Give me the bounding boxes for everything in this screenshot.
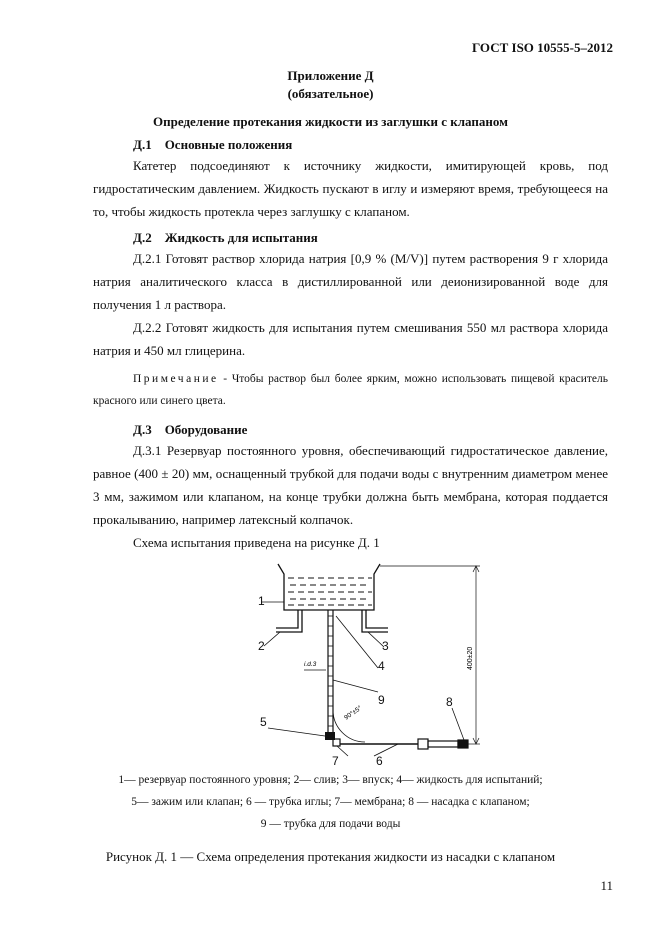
legend-line-3: 9 — трубка для подачи воды: [260, 818, 401, 830]
drain-pipe: [276, 610, 302, 632]
section-d2-p1: Д.2.1 Готовят раствор хлорида натрия [0,9 % (M/V)] путем растворения 9 г хлорида натрия аналитического класса в дистиллированной или деионизированной воде для получения 1 л раствора.: [93, 251, 608, 312]
section-d3-heading: Д.3 Оборудование: [133, 422, 248, 437]
legend-line-2: 5— зажим или клапан; 6 — трубка иглы; 7— мембрана; 8 — насадка с клапаном;: [131, 796, 530, 808]
note-label: Примечание: [133, 373, 219, 385]
height-label: 400±20: [467, 646, 474, 670]
reservoir: [278, 564, 380, 610]
supply-tube: [328, 610, 333, 736]
leader-9: [333, 680, 378, 692]
test-scheme-figure: [240, 558, 500, 768]
figure-caption: Рисунок Д. 1 — Схема определения протекания жидкости из насадки с клапаном: [105, 849, 556, 864]
legend-line-1: 1— резервуар постоянного уровня; 2— слив; 3— впуск; 4— жидкость для испытаний;: [118, 774, 543, 786]
section-d3-p1: Д.3.1 Резервуар постоянного уровня, обеспечивающий гидростатическое давление, равное (400 ± 20) мм, оснащенный трубкой для подачи воды с внутренним диаметром менее 3 мм, зажимом или клапаном, на конце трубки должна быть мембрана, которая поддается прокалыванию, например латексный колпачок.: [93, 443, 608, 527]
leader-5: [268, 728, 325, 736]
label-4: 4: [378, 659, 385, 673]
section-d2-heading: Д.2 Жидкость для испытания: [133, 230, 318, 245]
leader-2: [264, 632, 280, 646]
label-3: 3: [382, 639, 389, 653]
inlet-pipe: [362, 610, 388, 632]
document-id: ГОСТ ISO 10555-5–2012: [471, 40, 613, 55]
section-d3-p2: Схема испытания приведена на рисунке Д. 1: [133, 535, 380, 550]
height-dim: [380, 566, 480, 744]
section-d1-heading: Д.1 Основные положения: [133, 137, 293, 152]
membrane: [333, 739, 340, 746]
annex-title: Приложение Д: [287, 68, 374, 83]
angle-label: 90°±5°: [343, 704, 364, 722]
leader-8: [452, 708, 464, 740]
valve-hub: [418, 739, 468, 749]
section-d1-text: Катетер подсоединяют к источнику жидкости, имитирующей кровь, под гидростатическим давлением. Жидкость пускают в иглу и измеряют время, требующееся на то, чтобы жидкость протекла через заглушку с клапаном.: [93, 158, 608, 219]
leader-4: [336, 616, 378, 668]
label-1: 1: [258, 594, 265, 608]
liquid-waves: [288, 578, 372, 605]
page-number: 11: [600, 878, 613, 893]
label-9: 9: [378, 693, 385, 707]
annex-status: (обязательное): [287, 86, 374, 101]
label-8: 8: [446, 695, 453, 709]
section-d2-p2: Д.2.2 Готовят жидкость для испытания путем смешивания 550 мл раствора хлорида натрия и 450 мл глицерина.: [93, 320, 608, 358]
label-6: 6: [376, 754, 383, 768]
label-2: 2: [258, 639, 265, 653]
label-7: 7: [332, 754, 339, 768]
label-5: 5: [260, 715, 267, 729]
diameter-label: i.d.3: [304, 661, 317, 668]
note: [93, 368, 608, 412]
main-title: Определение протекания жидкости из заглушки с клапаном: [153, 114, 508, 129]
note-text: - Чтобы раствор был более ярким, можно использовать пищевой краситель красного или синего цвета.: [93, 373, 608, 407]
